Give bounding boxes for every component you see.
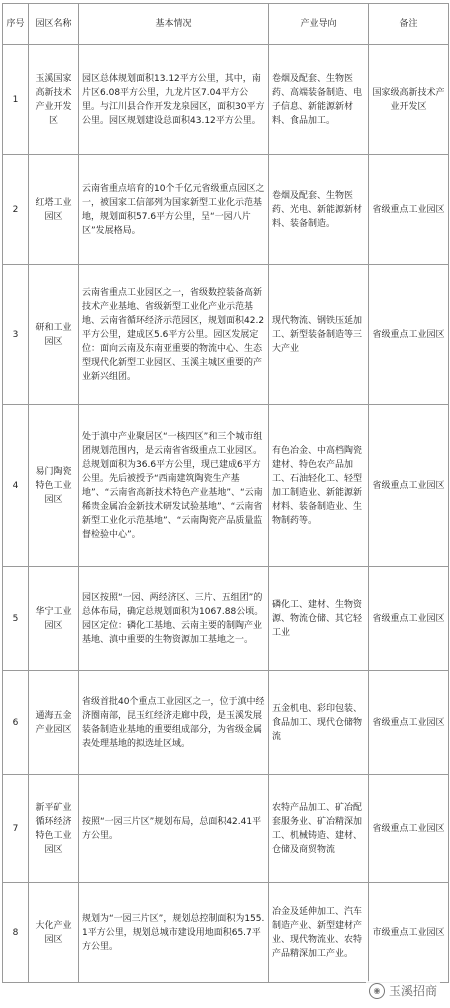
park-industry: 磷化工、建材、生物资源、物流仓储、其它轻工业	[269, 567, 369, 671]
table-header-row	[3, 4, 449, 45]
park-industry: 卷烟及配套、生物医药、光电、新能源新材料、装备制造。	[269, 155, 369, 265]
park-info: 规划为“一园三片区”，规划总控制面积为155.1平方公里，规划总城市建设用地面积65.7平方公里。	[79, 883, 269, 983]
park-info: 处于滇中产业聚居区“一核四区”和三个城市组团规划范围内，是云南省省级重点工业园区。总规划面积为36.6平方公里，现已建成6平方公里。先后被授予“西南建筑陶瓷生产基地”、“云南省高新技术特色产业基地”、“云南稀贵金属冶金新技术研发试验基地”、“云南省新型工业化示范基地”、“云南陶瓷产品质量监督检验中心”。	[79, 405, 269, 567]
park-note: 市级重点工业园区	[369, 883, 449, 983]
row-no: 5	[3, 567, 29, 671]
watermark-text: 玉溪招商	[388, 984, 437, 998]
park-industry: 冶金及延伸加工、汽车制造产业、新型建材产业、现代物流业、农特产品精深加工产业。	[269, 883, 369, 983]
header-name: 园区名称	[29, 4, 79, 45]
wechat-logo-icon: ◉	[369, 983, 385, 999]
table-row	[3, 45, 449, 155]
park-name: 新平矿业循环经济特色工业园区	[29, 775, 79, 883]
park-name: 大化产业园区	[29, 883, 79, 983]
park-info: 云南省重点工业园区之一，省级数控装备高新技术产业基地、省级新型工业化产业示范基地、云南省循环经济示范园区，规划面积42.2平方公里，建成区5.6平方公里。园区发展定位：面向云南及东南亚重要的物流中心、生态型现代化新型工业园区、玉溪主城区重要的产业新兴组团。	[79, 265, 269, 405]
header-info: 基本情况	[79, 4, 269, 45]
park-industry: 现代物流、钢铁压延加工、新型装备制造等三大产业	[269, 265, 369, 405]
industrial-parks-table	[2, 3, 449, 983]
table-row	[3, 775, 449, 883]
park-info: 云南省重点培育的10个千亿元省级重点园区之一，被国家工信部列为国家新型工业化示范基地，规划面积57.6平方公里，呈“一园八片区”发展格局。	[79, 155, 269, 265]
park-note: 省级重点工业园区	[369, 567, 449, 671]
park-info: 园区总体规划面积13.12平方公里，其中，南片区6.08平方公里，九龙片区7.04平方公里。与江川县合作开发龙泉园区，面积30平方公里。园区规划建设总面积43.12平方公里。	[79, 45, 269, 155]
table-row	[3, 883, 449, 983]
park-name: 红塔工业园区	[29, 155, 79, 265]
table-row	[3, 671, 449, 775]
park-name: 华宁工业园区	[29, 567, 79, 671]
park-info: 省级首批40个重点工业园区之一，位于滇中经济圈南部，昆玉红经济走廊中段，是玉溪发展装备制造业基地的重要组成部分，为省级金属表处理基地的拟选址区域。	[79, 671, 269, 775]
row-no: 6	[3, 671, 29, 775]
park-industry: 农特产品加工、矿冶配套服务业、矿冶精深加工、机械铸造、建材、仓储及商贸物流	[269, 775, 369, 883]
park-info: 园区按照“一园、两经济区、三片、五组团”的总体布局，确定总规划面积为1067.88公顷。园区定位：磷化工基地、云南主要的制陶产业基地、滇中重要的生物资源加工基地之一。	[79, 567, 269, 671]
row-no: 3	[3, 265, 29, 405]
row-no: 1	[3, 45, 29, 155]
header-no: 序号	[3, 4, 29, 45]
park-name: 通海五金产业园区	[29, 671, 79, 775]
table-row	[3, 567, 449, 671]
header-note: 备注	[369, 4, 449, 45]
park-name: 玉溪国家高新技术产业开发区	[29, 45, 79, 155]
park-name: 易门陶瓷特色工业园区	[29, 405, 79, 567]
table-row	[3, 155, 449, 265]
park-info: 按照“一园三片区”规划布局，总面积42.41平方公里。	[79, 775, 269, 883]
row-no: 4	[3, 405, 29, 567]
park-note: 国家级高新技术产业开发区	[369, 45, 449, 155]
park-name: 研和工业园区	[29, 265, 79, 405]
row-no: 8	[3, 883, 29, 983]
park-industry: 五金机电、彩印包装、食品加工、现代仓储物流	[269, 671, 369, 775]
park-note: 省级重点工业园区	[369, 405, 449, 567]
row-no: 2	[3, 155, 29, 265]
table-row	[3, 265, 449, 405]
table-row	[3, 405, 449, 567]
park-note: 省级重点工业园区	[369, 775, 449, 883]
row-no: 7	[3, 775, 29, 883]
watermark	[366, 981, 440, 1000]
park-industry: 有色冶金、中高档陶瓷建材、特色农产品加工、石油轻化工、轻型加工制造业、新能源新材料、装备制造业、生物制药等。	[269, 405, 369, 567]
park-industry: 卷烟及配套、生物医药、高端装备制造、电子信息、新能源新材料、食品加工。	[269, 45, 369, 155]
header-industry: 产业导向	[269, 4, 369, 45]
park-note: 省级重点工业园区	[369, 265, 449, 405]
park-note: 省级重点工业园区	[369, 155, 449, 265]
park-note: 省级重点工业园区	[369, 671, 449, 775]
